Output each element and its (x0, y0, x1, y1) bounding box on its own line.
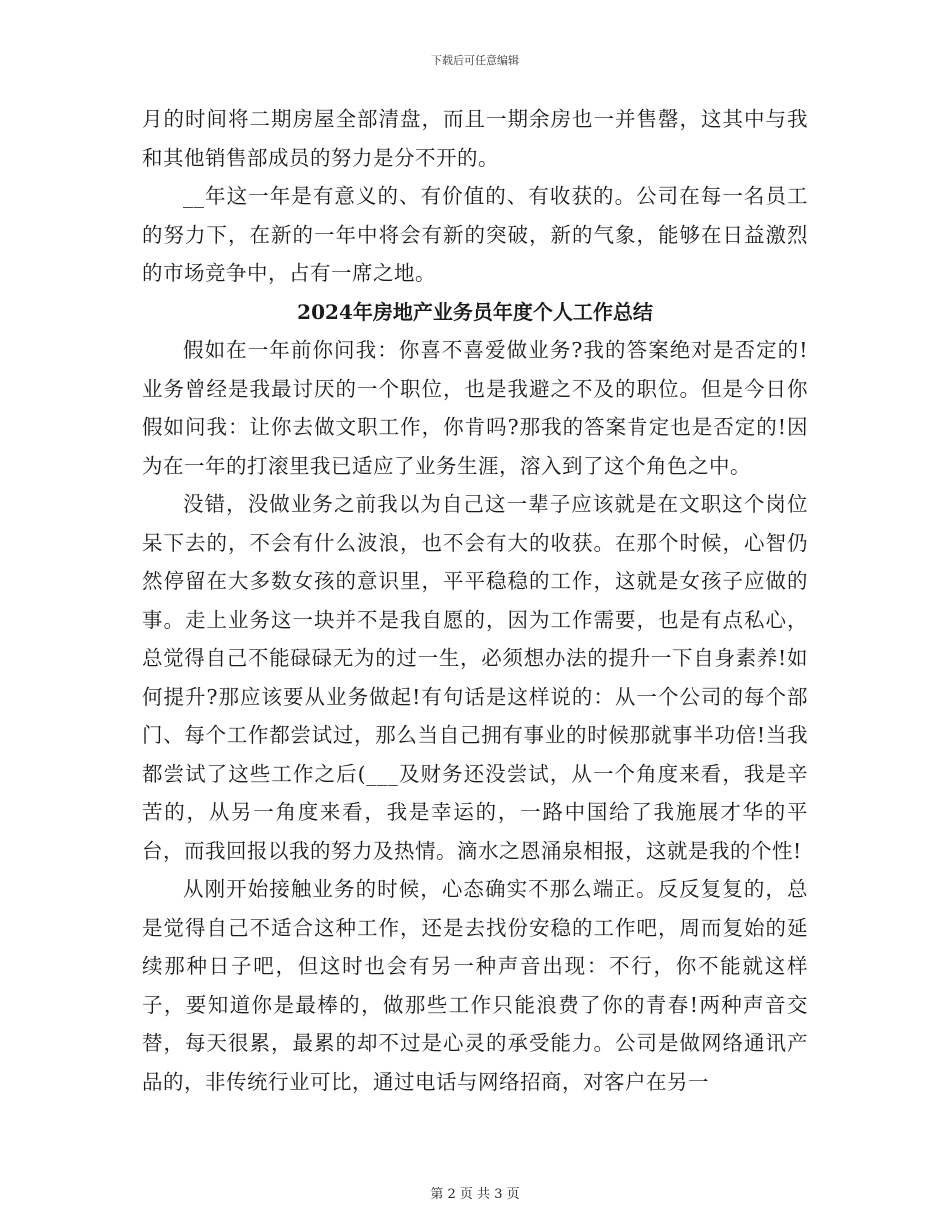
paragraph-2: 没错，没做业务之前我以为自己这一辈子应该就是在文职这个岗位呆下去的，不会有什么波浪，也不会有大的收获。在那个时候，心智仍然停留在大多数女孩的意识里，平平稳稳的工作，这就是女孩子应做的事。走上业务这一块并不是我自愿的，因为工作需要，也是有点私心，总觉得自己不能碌碌无为的过一生，必须想办法的提升一下自身素养!如何提升?那应该要从业务做起!有句话是这样说的：从一个公司的每个部门、每个工作都尝试过，那么当自己拥有事业的时候那就事半功倍!当我都尝试了这些工作之后(___及财务还没尝试，从一个角度来看，我是辛苦的，从另一角度来看，我是幸运的，一路中国给了我施展才华的平台，而我回报以我的努力及热情。滴水之恩涌泉相报，这就是我的个性! (142, 492, 808, 863)
paragraph-continuation: 月的时间将二期房屋全部清盘，而且一期余房也一并售罄，这其中与我和其他销售部成员的努力是分不开的。 (142, 107, 808, 170)
document-body (142, 100, 808, 1101)
paragraph-summary: __年这一年是有意义的、有价值的、有收获的。公司在每一名员工的努力下，在新的一年中将会有新的突破，新的气象，能够在日益激烈的市场竞争中，占有一席之地。 (142, 184, 808, 285)
page-number: 第 2 页 共 3 页 (430, 1187, 520, 1202)
document-title: 2024年房地产业务员年度个人工作总结 (297, 299, 653, 324)
paragraph-3: 从刚开始接触业务的时候，心态确实不那么端正。反反复复的，总是觉得自己不适合这种工作，还是去找份安稳的工作吧，周而复始的延续那种日子吧，但这时也会有另一种声音出现：不行，你不能就这样子，要知道你是最棒的，做那些工作只能浪费了你的青春!两种声音交替，每天很累，最累的却不过是心灵的承受能力。公司是做网络通讯产品的，非传统行业可比，通过电话与网络招商，对客户在另一 (142, 877, 808, 1094)
page-header-note: 下载后可任意编辑 (431, 54, 519, 67)
paragraph-1: 假如在一年前你问我：你喜不喜爱做业务?我的答案绝对是否定的!业务曾经是我最讨厌的一个职位，也是我避之不及的职位。但是今日你假如问我：让你去做文职工作，你肯吗?那我的答案肯定也是否定的!因为在一年的打滚里我已适应了业务生涯，溶入到了这个角色之中。 (142, 338, 808, 478)
